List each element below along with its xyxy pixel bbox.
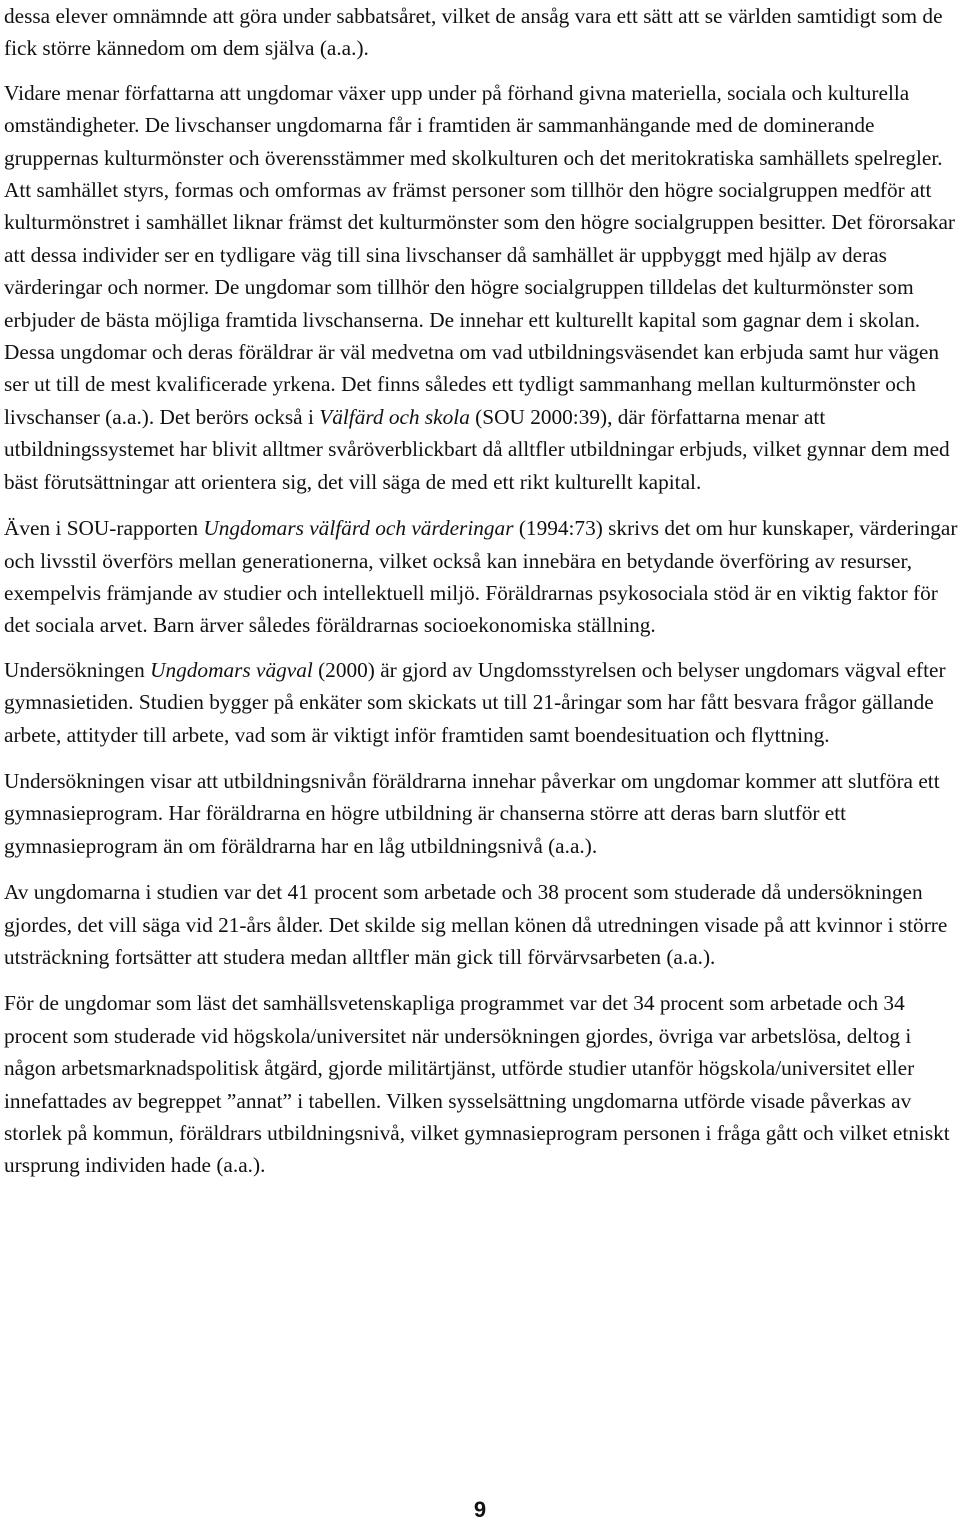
paragraph-3-text-b: (1994:73) skrivs det om hur kunskaper, värderingar och livsstil överförs mellan generationerna, vilket också kan innebära en betydande överföring av resurser, exempelvis främjande av studier och intellektuell miljö. Föräldrarnas psykosociala stöd är en viktig faktor för det sociala arvet. Barn ärver således föräldrarnas socioekonomiska ställning. (4, 516, 958, 638)
paragraph-4-text-b: (2000) är gjord av Ungdomsstyrelsen och belyser ungdomars vägval efter gymnasietiden. Studien bygger på enkäter som skickats ut till 21-åringar som har fått besvara frågor gällande arbete, attityder till arbete, vad som är viktigt inför framtiden samt boendesituation och flyttning. (4, 657, 946, 747)
paragraph-1-text: dessa elever omnämnde att göra under sabbatsåret, vilket de ansåg vara ett sätt att se världen samtidigt som de fick större kännedom om dem själva (a.a.). (4, 4, 943, 61)
paragraph-6 (4, 876, 958, 973)
paragraph-7-text: För de ungdomar som läst det samhällsvetenskapliga programmet var det 34 procent som arbetade och 34 procent som studerade vid högskola/universitet när undersökningen gjordes, övriga var arbetslösa, deltog i någon arbetsmarknadspolitisk åtgärd, gjorde militärtjänst, utförde studier utanför högskola/universitet eller innefattades av begreppet ”annat” i tabellen. Vilken sysselsättning ungdomarna utförde visade påverkas av storlek på kommun, föräldrars utbildningsnivå, vilket gymnasieprogram personen i fråga gått och vilket etniskt ursprung individen hade (a.a.). (4, 991, 950, 1178)
paragraph-5 (4, 765, 958, 862)
paragraph-6-text: Av ungdomarna i studien var det 41 procent som arbetade och 38 procent som studerade då undersökningen gjordes, det vill säga vid 21-års ålder. Det skilde sig mellan könen då utredningen visade på att kvinnor i större utsträckning fortsätter att studera medan alltfler män gick till förvärvsarbeten (a.a.). (4, 880, 948, 969)
paragraph-2-text-a: Vidare menar författarna att ungdomar växer upp under på förhand givna materiella, sociala och kulturella omständigheter. De livschanser ungdomarna får i framtiden är sammanhängande med de dominerande gruppernas kulturmönster och överensstämmer med skolkulturen och det meritokratiska samhällets spelregler. Att samhället styrs, formas och omformas av främst personer som tillhör den högre socialgruppen medför att kulturmönstret i samhället liknar främst det kulturmönster som den högre socialgruppen besitter. Det förorsakar att dessa individer ser en tydligare väg till sina livschanser då samhället är uppbyggt med hjälp av deras värderingar och normer. De ungdomar som tillhör den högre socialgruppen tilldelas det kulturmönster som erbjuder de bästa möjliga framtida livschanserna. De innehar ett kulturellt kapital som gagnar dem i skolan. Dessa ungdomar och deras föräldrar är väl medvetna om vad utbildningsväsendet kan erbjuda samt hur vägen ser ut till de mest kvalificerade yrkena. Det finns således ett tydligt sammanhang mellan kulturmönster och livschanser (a.a.). Det berörs också i (4, 80, 956, 429)
paragraph-3-title-ungdomars-valfard: Ungdomars välfärd och värderingar (203, 516, 514, 541)
paragraph-5-text: Undersökningen visar att utbildningsnivån föräldrarna innehar påverkar om ungdomar kommer att slutföra ett gymnasieprogram. Har föräldrarna en högre utbildning är chanserna större att deras barn slutför ett gymnasieprogram än om föräldrarna har en låg utbildningsnivå (a.a.). (4, 768, 940, 858)
page-number: 9 (473, 1497, 487, 1522)
paragraph-2-text-b: (SOU 2000:39), där författarna menar att utbildningssystemet har blivit alltmer svåröverblickbart då alltfler utbildningar erbjuds, vilket gynnar dem med bäst förutsättningar att orientera sig, det vill säga de med ett rikt kulturellt kapital. (4, 404, 950, 494)
paragraph-1 (4, 0, 958, 65)
document-body (4, 0, 958, 1182)
paragraph-2 (4, 77, 958, 498)
paragraph-2-title-valfard-och-skola: Välfärd och skola (319, 404, 470, 429)
paragraph-4-text-a: Undersökningen (4, 657, 151, 682)
paragraph-4-title-ungdomars-vagval: Ungdomars vägval (150, 657, 313, 682)
paragraph-3 (4, 512, 958, 642)
paragraph-4 (4, 654, 958, 751)
paragraph-3-text-a: Även i SOU-rapporten (4, 516, 204, 541)
paragraph-7 (4, 987, 958, 1181)
